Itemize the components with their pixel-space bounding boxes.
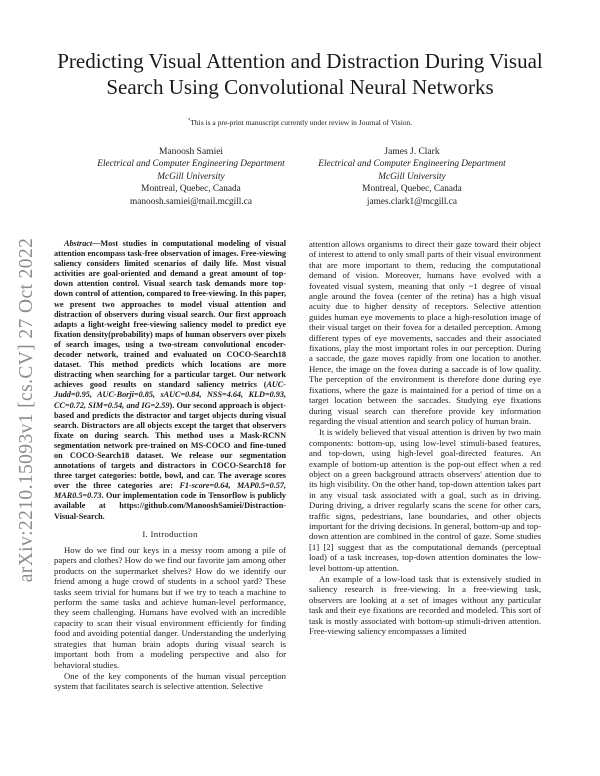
author-department: Electrical and Computer Engineering Department: [318, 159, 506, 170]
body-paragraph-1: attention allows organisms to direct their gaze toward their object of interest to attend to only small parts of their visual environment that are more important to them, reducing the computational demand of vision. Moreover, humans have evolved with a foveated visual system, meaning that only ~1 degree of visual angle around the fovea (center of the retina) has a high visual acuity due to higher density of receptors. Selective attention guides human eye movements to place a high-resolution image of their visual target on their fovea for a detailed perception. Among different types of eye movements, saccades and their associated fixations, play the most important roles in our perception. During a saccade, the gaze moves rapidly from one location to another. Hence, the image on the fovea during a saccade is of low quality. The perception of the environment is therefore done during eye fixations, where the gaze is maintained for a period of time on a target location between the saccades. Studying eye fixations during visual search can therefore provide key information regarding the visual attention and search policy of human brain.: [309, 239, 541, 426]
abstract-text-3: . Our implementation code in Tensorflow is publicly available at https://github.com/ManooshSamiei/Distraction-Visual-Search.: [54, 491, 286, 521]
author-location: Montreal, Quebec, Canada: [141, 184, 241, 195]
author-name: James J. Clark: [384, 147, 440, 157]
author-block-2: [282, 146, 542, 208]
abstract-label: Abstract: [64, 239, 93, 248]
intro-paragraph-1: How do we find our keys in a messy room among a pile of papers and clothes? How do we find our favorite jam among other products on the supermarket shelves? How do we identify our friend among a huge crowd of students in a school yard? These tasks seem trivial for humans but if we try to teach a machine to perform the same tasks and achieve human-level performance, they seem challenging. Humans have evolved with an incredible capacity to scan their visual environment efficiently for finding food and avoiding potential danger. Understanding the underlying strategies that human brain adopts during visual search is important both from a modeling perspective and also for behavioral studies.: [54, 545, 286, 670]
body-paragraph-3: An example of a low-load task that is extensively studied in saliency research is free-viewing. In a free-viewing task, observers are looking at a set of images without any particular task and their eye fixations are recorded and modeled. This sort of task is mostly associated with bottom-up stimuli-driven attention. Free-viewing saliency encompasses a limited: [309, 574, 541, 637]
abstract: [54, 239, 286, 522]
author-name: Manoosh Samiei: [158, 147, 224, 157]
preprint-note: [0, 118, 600, 127]
intro-paragraph-2: One of the key components of the human visual perception system that facilitates search is selective attention. Selective: [54, 670, 286, 692]
right-column: [309, 239, 541, 636]
author-department: Electrical and Computer Engineering Department: [97, 159, 285, 170]
body-paragraph-2: It is widely believed that visual attention is driven by two main components: bottom-up, using low-level stimuli-based features, and top-down, using high-level goal-directed features. An example of bottom-up attention is the pop-out effect when a red object on a green background attracts observers' attention due to its high visibility. On the other hand, top-down attention takes part in any visual task associated with a goal, such as in driving. During driving, a driver regularly scans the scene for other cars, traffic signs, pedestrians, lane boundaries, and other objects important for the driving decisions. In general, bottom-up and top-down attention are combined in the control of gaze. Some studies [1] [2] suggest that as the computational demands (perceptual load) of a task increases, top-down attention dominates the low-level bottom-up attention.: [309, 427, 541, 573]
abstract-scores: F1-score=0.64, MAP0.5=0.57, MAR0.5=0.73: [54, 481, 286, 501]
paper-title: Predicting Visual Attention and Distraction During Visual Search Using Convolutional Neural Networks: [57, 49, 543, 99]
preprint-note-text: This is a pre-print manuscript currently under review in Journal of Vision.: [190, 118, 413, 127]
left-column: [54, 239, 286, 692]
author-location: Montreal, Quebec, Canada: [362, 184, 462, 195]
abstract-metrics: AUC-Judd=0.95, AUC-Borji=0.85, sAUC=0.84, NSS=4.64, KLD=0.93, CC=0.72, SIM=0.54, and IG=2.59: [54, 380, 286, 410]
preprint-mark: *: [187, 118, 191, 124]
author-email[interactable]: manoosh.samiei@mail.mcgill.ca: [130, 196, 252, 207]
arxiv-identifier-sidebar: [8, 230, 46, 590]
section-heading-introduction: I. Introduction: [142, 528, 198, 539]
author-university: McGill University: [378, 171, 446, 182]
arxiv-identifier[interactable]: arXiv:2210.15093v1 [cs.CV] 27 Oct 2022: [16, 237, 37, 583]
abstract-text-1: —Most studies in computational modeling of visual attention encompass task-free observation of images. Free-viewing saliency considers limited scenarios of daily life. Most visual activities are goal-oriented and demand a great amount of top-down attention control. Visual search task demands more top-down control of attention, compared to free-viewing. In this paper, we present two approaches to model visual attention and distraction of observers during visual search. Our first approach adapts a light-weight free-viewing saliency model to predict eye fixation density(probability) maps of human observers over pixels of search images, using a two-stream convolutional encoder-decoder network, trained and evaluated on COCO-Search18 dataset. This method predicts which locations are more distracting when searching for a particular target. Our network achieves good results on standard saliency metrics (: [54, 239, 286, 390]
abstract-text-2: ). Our second approach is object-based and predicts the distractor and target objects during visual search. Distractors are all objects except the target that observers fixate on during search. This method uses a Mask-RCNN segmentation network pre-trained on MS-COCO and fine-tuned on COCO-Search18 dataset. We release our segmentation annotations of targets and distractors in COCO-Search18 for three target categories: bottle, bowl, and car. The average scores over the three categories are:: [54, 400, 286, 491]
author-email[interactable]: james.clark1@mcgill.ca: [366, 196, 458, 207]
author-university: McGill University: [157, 171, 225, 182]
